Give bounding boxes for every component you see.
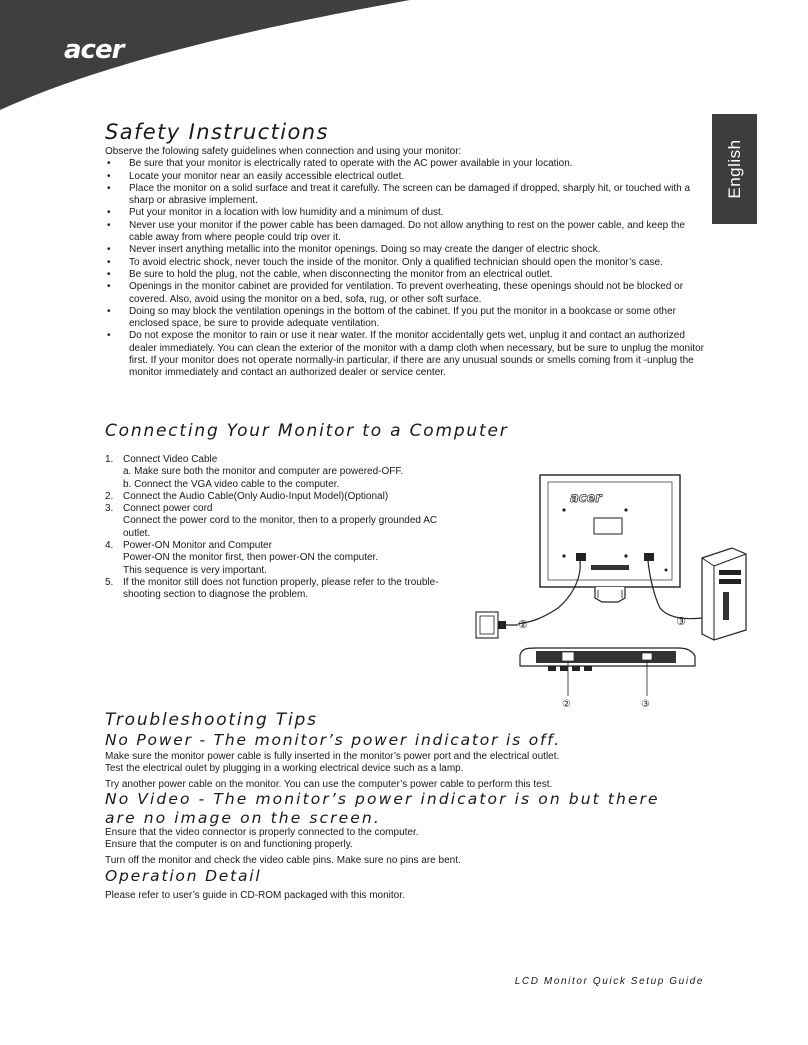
list-item: 3. Connect power cord Connect the power cord to the monitor, then to a properly grounded AC outlet. — [105, 503, 438, 539]
no-power-title: No Power - The monitor’s power indicator is off. — [105, 731, 561, 749]
list-item: 2. Connect the Audio Cable(Only Audio-Input Model)(Optional) — [105, 490, 389, 502]
list-item: 4. Power-ON Monitor and Computer Power-ON the monitor first, then power-ON the computer. This sequence is very important. — [105, 540, 379, 576]
connecting-steps — [105, 454, 465, 602]
no-video-section: Ensure that the video connector is properly connected to the computer. Ensure that the computer is on and functioning properly. Turn off the monitor and check the video cable pins. Make sure no pins are bent. — [105, 827, 461, 866]
list-item: • Never use your monitor if the power cable has been damaged. Do not allow anything to rest on the power cable, and keep the cable away from where people could trip over it. — [105, 220, 705, 245]
troubleshooting-title: Troubleshooting Tips — [105, 710, 318, 730]
list-item: • To avoid electric shock, never touch the inside of the monitor. Only a qualified technician should open the monitor’s case. — [105, 257, 705, 269]
svg-text:②: ② — [562, 699, 571, 710]
list-item: • Openings in the monitor cabinet are provided for ventilation. To prevent overheating, these openings should not be blocked or covered. Also, avoid using the monitor on a bed, sofa, rug, or other soft surface. — [105, 281, 705, 306]
list-item: • Doing so may block the ventilation openings in the bottom of the cabinet. If you put the monitor in a bookcase or some other enclosed space, be sure to provide adequate ventilation. — [105, 306, 705, 331]
list-item: 5. If the monitor still does not function properly, please refer to the trouble-shooting section to diagnose the problem. — [105, 576, 439, 601]
operation-text: Please refer to user’s guide in CD-ROM packaged with this monitor. — [105, 890, 405, 901]
connecting-title: Connecting Your Monitor to a Computer — [105, 421, 509, 441]
no-power-section: Make sure the monitor power cable is fully inserted in the monitor’s power port and the electrical outlet. Test the electrical oulet by plugging in a working electrical device such as a lamp. Try another power cable on the monitor. You can use the computer’s power cable to perform this test. — [105, 751, 560, 790]
footer-title: LCD Monitor Quick Setup Guide — [514, 976, 704, 987]
operation-title: Operation Detail — [105, 867, 262, 885]
list-item: • Locate your monitor near an easily accessible electrical outlet. — [105, 171, 705, 183]
no-video-title: No Video - The monitor’s power indicator is on but there are no image on the screen. — [105, 790, 660, 827]
svg-text:③: ③ — [676, 615, 686, 628]
svg-text:③: ③ — [641, 699, 650, 710]
monitor-logo: acer — [570, 491, 602, 506]
list-item: • Never insert anything metallic into the monitor openings. Doing so may create the danger of electric shock. — [105, 244, 705, 256]
header-banner — [0, 0, 420, 110]
list-item: • Be sure to hold the plug, not the cable, when disconnecting the monitor from an electrical outlet. — [105, 269, 705, 281]
svg-text:②: ② — [518, 618, 528, 631]
safety-list — [105, 158, 705, 379]
language-tab-label: English — [725, 139, 744, 199]
safety-title: Safety Instructions — [105, 120, 329, 144]
list-item: • Do not expose the monitor to rain or use it near water. If the monitor accidentally gets wet, unplug it and contact an authorized dealer immediately. You can clean the exterior of the monitor with a damp cloth when necessary, but be sure to unplug the monitor first. If your monitor does not operate normally-in particular, if there are any unusual sounds or smells coming from it -unplug the monitor immediately and contact an authorized dealer or service center. — [105, 330, 705, 379]
list-item: • Put your monitor in a location with low humidity and a minimum of dust. — [105, 207, 705, 219]
language-tab — [712, 114, 757, 224]
list-item: 1. Connect Video Cable a. Make sure both the monitor and computer are powered-OFF. b. Connect the VGA video cable to the computer. — [105, 454, 404, 490]
acer-logo: acer — [64, 35, 124, 65]
safety-section — [105, 146, 705, 380]
connection-diagram — [470, 470, 750, 715]
safety-intro: Observe the folowing safety guidelines when connection and using your monitor: — [105, 146, 462, 157]
list-item: • Be sure that your monitor is electrically rated to operate with the AC power available in your location. — [105, 158, 705, 170]
list-item: • Place the monitor on a solid surface and treat it carefully. The screen can be damaged if dropped, sharply hit, or touched with a sharp or abrasive implement. — [105, 183, 705, 208]
monitor-body — [540, 475, 680, 587]
